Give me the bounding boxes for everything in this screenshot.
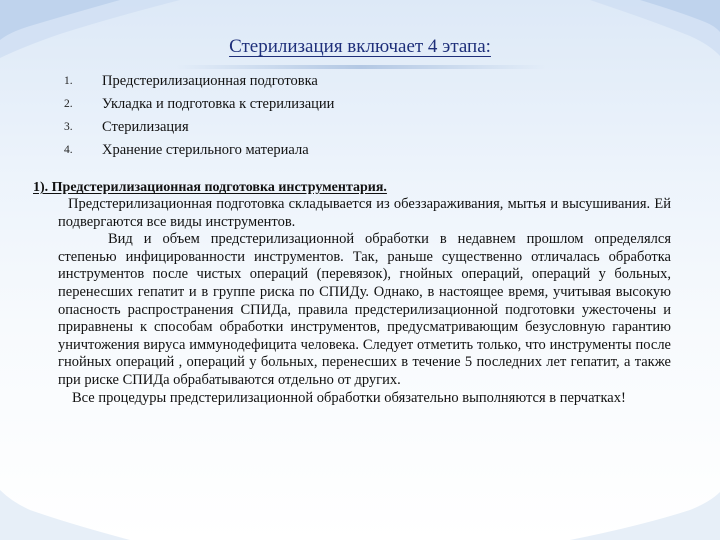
stage-label: Стерилизация: [102, 119, 189, 135]
paragraph: Все процедуры предстерилизационной обработки обязательно выполняются в перчатках!: [72, 389, 626, 406]
stage-item: [64, 70, 334, 93]
paragraph: Вид и объем предстерилизационной обработки в недавнем прошлом определялся степенью инфицированности инструментов. Так, раньше существенно отличалась обработка инструментов после чистых операций (перевязок), гнойных операций, операций у больных, перенесших гепатит и в группе риска по СПИДу. Однако, в настоящее время, учитывая высокую опасность распространения СПИДа, правила предстерилизационной подготовки ужесточены и приравнены к способам обработки инструментов, предусматривающим безусловную гарантию уничтожения вируса иммунодефицита человека. Следует отметить только, что инструменты после гнойных операций , операций у больных, перенесших в течение 5 последних лет гепатит, а также при риске СПИДа обрабатываются отдельно от других.: [58, 231, 671, 388]
body-text: [58, 196, 671, 407]
slide-title: Стерилизация включает 4 этапа:: [229, 36, 491, 57]
stage-item: [64, 139, 334, 162]
stage-number: 1.: [64, 75, 73, 87]
title-underline-shadow: [176, 65, 546, 69]
stage-number: 4.: [64, 144, 73, 156]
paragraph: Предстерилизационная подготовка складывается из обеззараживания, мытья и высушивания. Ей подвергаются все виды инструментов.: [58, 196, 671, 230]
corner-wave-decoration: [0, 480, 150, 540]
stage-item: [64, 93, 334, 116]
stage-number: 2.: [64, 98, 73, 110]
stage-item: [64, 116, 334, 139]
stage-label: Предстерилизационная подготовка: [102, 73, 318, 89]
stage-number: 3.: [64, 121, 73, 133]
stage-label: Укладка и подготовка к стерилизации: [102, 96, 335, 112]
section-heading: 1). Предстерилизационная подготовка инструментария.: [33, 180, 387, 195]
corner-wave-decoration: [540, 480, 720, 540]
stage-list: [64, 70, 334, 162]
stage-label: Хранение стерильного материала: [102, 142, 309, 158]
